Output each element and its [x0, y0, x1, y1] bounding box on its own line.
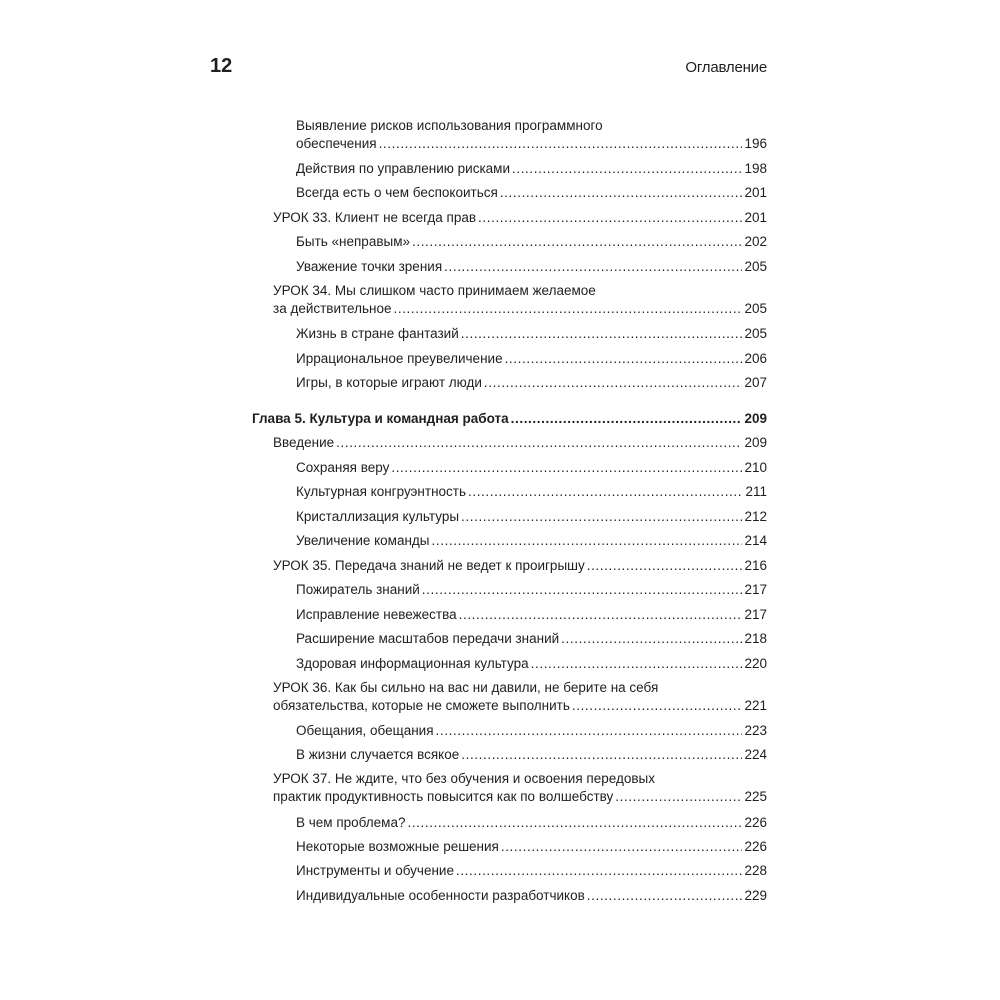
toc-leader-line: [296, 483, 767, 501]
toc-entry: [252, 184, 767, 202]
toc-leader-line: [296, 459, 767, 477]
toc-page-number: 209: [744, 411, 767, 426]
page-number: 12: [210, 55, 233, 77]
toc-leader-line: [296, 350, 767, 368]
toc-leader-line: [296, 838, 767, 856]
toc-entry-title: Исправление невежества: [296, 607, 457, 622]
toc-entry-title: Всегда есть о чем беспокоиться: [296, 185, 498, 200]
dot-leader: [461, 508, 742, 526]
toc-entry-title: Кристаллизация культуры: [296, 509, 460, 524]
toc-leader-line: [296, 184, 767, 202]
toc-entry-title: Пожиратель знаний: [296, 582, 420, 597]
toc-entry: [252, 117, 767, 153]
toc-leader-line: [273, 300, 767, 318]
toc-page-number: 224: [744, 747, 767, 762]
dot-leader: [459, 606, 743, 624]
toc-leader-line: [273, 788, 767, 806]
toc-page-number: 205: [744, 326, 767, 341]
toc-leader-line: [296, 814, 767, 832]
toc-entry: [252, 483, 767, 501]
toc-entry-title: Здоровая информационная культура: [296, 656, 529, 671]
toc-leader-line: [296, 581, 767, 599]
toc-entry: [252, 282, 767, 318]
dot-leader: [461, 746, 742, 764]
toc-leader-line: [296, 862, 767, 880]
dot-leader: [484, 374, 743, 392]
toc-entry: [252, 532, 767, 550]
toc-leader-line: [296, 233, 767, 251]
dot-leader: [615, 788, 742, 806]
toc-chapter-entry: [252, 410, 767, 428]
toc-entry-title: Обещания, обещания: [296, 723, 434, 738]
toc-entry-title: Жизнь в стране фантазий: [296, 326, 459, 341]
toc-entry-title: Быть «неправым»: [296, 234, 410, 249]
running-header: Оглавление: [685, 59, 767, 76]
toc-entry-title-first-line: УРОК 34. Мы слишком часто принимаем желаемое: [273, 283, 596, 298]
toc-leader-line: [296, 532, 767, 550]
toc-entry-title: Действия по управлению рисками: [296, 161, 510, 176]
dot-leader: [379, 135, 743, 153]
toc-entry-title: практик продуктивность повысится как по волшебству: [273, 789, 614, 804]
toc-entry: [252, 606, 767, 624]
toc-leader-line: [296, 135, 767, 153]
toc-leader-line: [273, 434, 767, 452]
toc-entry: [252, 862, 767, 880]
dot-leader: [336, 434, 742, 452]
toc-entry: [252, 722, 767, 740]
toc-page-number: 210: [744, 460, 767, 475]
dot-leader: [587, 557, 743, 575]
toc-page-number: 205: [744, 301, 767, 316]
toc-entry-title: Игры, в которые играют люди: [296, 375, 482, 390]
toc-page-number: 205: [744, 259, 767, 274]
toc-entry: [252, 508, 767, 526]
dot-leader: [500, 184, 743, 202]
dot-leader: [531, 655, 743, 673]
dot-leader: [394, 300, 743, 318]
dot-leader: [478, 209, 742, 227]
toc-entry-title: Инструменты и обучение: [296, 863, 454, 878]
dot-leader: [391, 459, 742, 477]
toc-entry: [252, 655, 767, 673]
toc-entry: [252, 630, 767, 648]
toc-entry-title: Введение: [273, 435, 335, 450]
toc-entry: [252, 374, 767, 392]
toc-leader-line: [296, 655, 767, 673]
dot-leader: [501, 838, 743, 856]
table-of-contents: [252, 0, 767, 1000]
dot-leader: [587, 887, 743, 905]
dot-leader: [444, 258, 742, 276]
dot-leader: [561, 630, 742, 648]
dot-leader: [456, 862, 743, 880]
dot-leader: [432, 532, 743, 550]
toc-page-number: 217: [744, 582, 767, 597]
dot-leader: [412, 233, 742, 251]
dot-leader: [461, 325, 743, 343]
toc-leader-line: [296, 606, 767, 624]
toc-page-number: 211: [745, 484, 767, 499]
toc-leader-line: [273, 697, 767, 715]
toc-entry-title: Некоторые возможные решения: [296, 839, 499, 854]
toc-leader-line: [296, 746, 767, 764]
toc-entry: [252, 770, 767, 806]
toc-page-number: 206: [744, 351, 767, 366]
toc-entry: [252, 160, 767, 178]
toc-page-number: 198: [744, 161, 767, 176]
toc-entry-title: Индивидуальные особенности разработчиков: [296, 888, 585, 903]
toc-entry-title: Культурная конгруэнтность: [296, 484, 466, 499]
toc-page-number: 216: [744, 558, 767, 573]
toc-page-number: 196: [744, 136, 767, 151]
toc-entry-title: за действительное: [273, 301, 392, 316]
toc-page-number: 212: [744, 509, 767, 524]
toc-entry-title: В чем проблема?: [296, 815, 406, 830]
toc-page-number: 226: [744, 815, 767, 830]
toc-entry: [252, 838, 767, 856]
toc-leader-line: [296, 508, 767, 526]
toc-entry: [252, 233, 767, 251]
toc-entry-title: В жизни случается всякое: [296, 747, 460, 762]
toc-leader-line: [252, 410, 767, 428]
toc-page-number: 207: [744, 375, 767, 390]
toc-page-number: 221: [744, 698, 767, 713]
toc-page-number: 225: [744, 789, 767, 804]
toc-entry-title: обязательства, которые не сможете выполнить: [273, 698, 570, 713]
toc-entry-title: Расширение масштабов передачи знаний: [296, 631, 560, 646]
dot-leader: [572, 697, 743, 715]
toc-entry-title: Сохраняя веру: [296, 460, 390, 475]
toc-page-number: 229: [744, 888, 767, 903]
toc-leader-line: [296, 374, 767, 392]
dot-leader: [407, 814, 742, 832]
toc-entry: [252, 459, 767, 477]
toc-entry: [252, 209, 767, 227]
toc-leader-line: [296, 630, 767, 648]
toc-entry: [252, 350, 767, 368]
toc-leader-line: [296, 887, 767, 905]
toc-page-number: 228: [744, 863, 767, 878]
dot-leader: [468, 483, 743, 501]
toc-page-number: 217: [744, 607, 767, 622]
dot-leader: [422, 581, 743, 599]
toc-entry-title-first-line: УРОК 36. Как бы сильно на вас ни давили, не берите на себя: [273, 680, 659, 695]
toc-leader-line: [273, 209, 767, 227]
toc-entry: [252, 887, 767, 905]
dot-leader: [511, 410, 743, 428]
toc-page-number: 218: [744, 631, 767, 646]
toc-page-number: 201: [744, 185, 767, 200]
toc-entry: [252, 557, 767, 575]
toc-entry-title: Уважение точки зрения: [296, 259, 443, 274]
toc-entry-title-first-line: Выявление рисков использования программного: [296, 118, 603, 133]
toc-page-number: 209: [744, 435, 767, 450]
toc-entry-title-first-line: УРОК 37. Не ждите, что без обучения и освоения передовых: [273, 771, 655, 786]
toc-page-number: 226: [744, 839, 767, 854]
toc-entry-title: обеспечения: [296, 136, 377, 151]
toc-page-number: 214: [744, 533, 767, 548]
toc-entry-title: УРОК 33. Клиент не всегда прав: [273, 210, 477, 225]
toc-leader-line: [296, 722, 767, 740]
toc-entry-title: Глава 5. Культура и командная работа: [252, 411, 509, 426]
toc-entry: [252, 325, 767, 343]
toc-page-number: 223: [744, 723, 767, 738]
toc-entry: [252, 258, 767, 276]
toc-entry: [252, 814, 767, 832]
toc-page-number: 201: [744, 210, 767, 225]
dot-leader: [512, 160, 742, 178]
dot-leader: [436, 722, 743, 740]
toc-leader-line: [296, 325, 767, 343]
toc-page-number: 220: [744, 656, 767, 671]
toc-entry: [252, 679, 767, 715]
toc-entry: [252, 581, 767, 599]
toc-entry: [252, 434, 767, 452]
toc-entry-title: Увеличение команды: [296, 533, 430, 548]
toc-leader-line: [296, 258, 767, 276]
toc-entry-title: Иррациональное преувеличение: [296, 351, 503, 366]
toc-page-number: 202: [744, 234, 767, 249]
dot-leader: [505, 350, 743, 368]
toc-leader-line: [296, 160, 767, 178]
toc-entry: [252, 746, 767, 764]
toc-entry-title: УРОК 35. Передача знаний не ведет к проигрышу: [273, 558, 585, 573]
toc-leader-line: [273, 557, 767, 575]
